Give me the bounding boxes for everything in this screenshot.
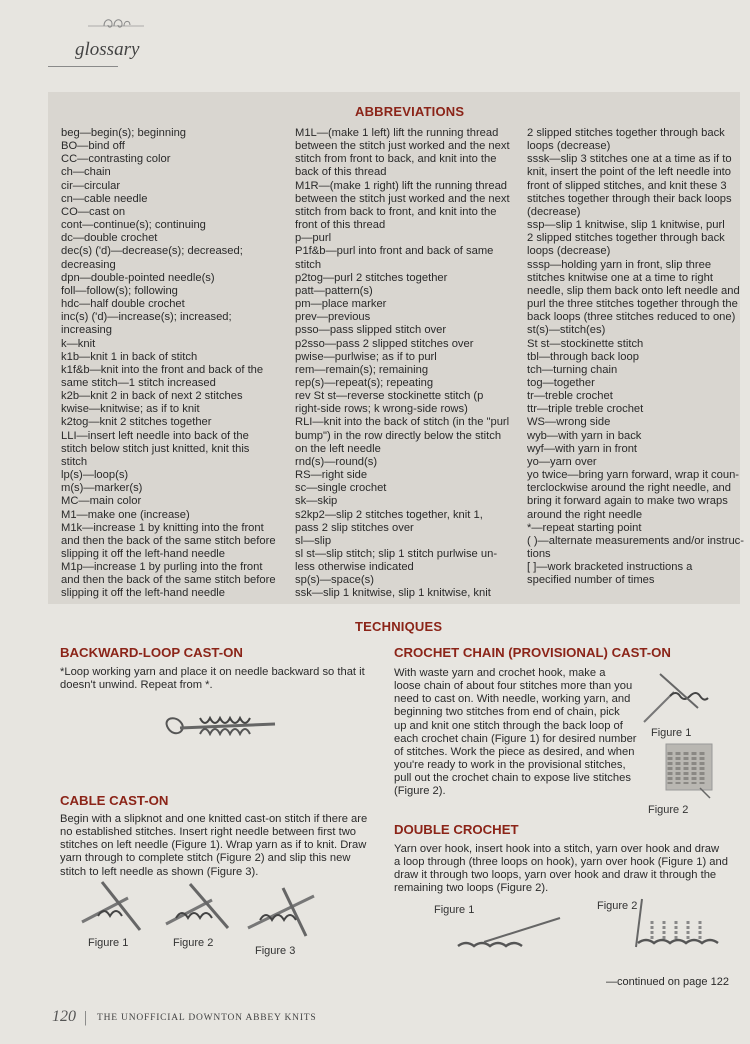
abbreviation-entry: LLI—insert left needle into back of the bbox=[61, 429, 249, 442]
abbreviation-entry: k1b—knit 1 in back of stitch bbox=[61, 350, 198, 363]
abbreviation-entry: stitch bbox=[61, 455, 88, 468]
abbreviation-entry: increasing bbox=[61, 324, 112, 337]
abbreviation-entry: ssp—slip 1 knitwise, slip 1 knitwise, purl bbox=[527, 219, 725, 232]
abbreviation-entry: 2 slipped stitches together through back bbox=[527, 127, 725, 139]
abbreviations-column-3 bbox=[527, 127, 742, 587]
abbreviation-entry: p—purl bbox=[295, 232, 332, 245]
double-crochet-text bbox=[394, 843, 728, 896]
abbreviation-entry: terclockwise around the right needle, and bbox=[527, 482, 731, 495]
abbreviations-heading: ABBREVIATIONS bbox=[355, 104, 465, 119]
abbreviation-entry: cir—circular bbox=[61, 179, 121, 192]
abbreviation-entry: prev—previous bbox=[295, 311, 371, 324]
double-figure-2-caption: Figure 2 bbox=[597, 900, 638, 912]
abbreviation-entry: loops (decrease) bbox=[527, 140, 611, 153]
text-line: Yarn over hook, insert hook into a stitch, yarn over hook and draw bbox=[394, 843, 720, 855]
crochet-chain-figure-2 bbox=[664, 742, 714, 800]
text-line: up and knit one stitch through the back loop of bbox=[394, 719, 623, 732]
abbreviation-entry: slipping it off the left-hand needle bbox=[61, 587, 225, 600]
abbreviation-entry: (decrease) bbox=[527, 205, 581, 218]
abbreviation-entry: front of this thread bbox=[295, 219, 386, 232]
text-line: With waste yarn and crochet hook, make a bbox=[394, 667, 606, 679]
abbreviation-entry: *—repeat starting point bbox=[527, 521, 642, 534]
double-crochet-figure-2 bbox=[628, 895, 728, 955]
text-line: stitch to left needle as shown (Figure 3). bbox=[60, 865, 259, 878]
abbreviation-entry: RS—right side bbox=[295, 469, 368, 482]
chain-figure-2-caption: Figure 2 bbox=[648, 804, 689, 816]
abbreviation-entry: kwise—knitwise; as if to knit bbox=[61, 403, 200, 416]
abbreviation-entry: same stitch—1 stitch increased bbox=[61, 376, 216, 389]
abbreviation-entry: needle, slip them back onto left needle and bbox=[527, 284, 740, 297]
header-rule bbox=[48, 66, 118, 67]
abbreviation-entry: WS—wrong side bbox=[527, 416, 611, 429]
abbreviation-entry: back loops (three stitches reduced to one) bbox=[527, 311, 736, 324]
abbreviation-entry: pwise—purlwise; as if to purl bbox=[295, 350, 437, 363]
ornament-flourish-icon bbox=[86, 14, 146, 34]
abbreviation-entry: pm—place marker bbox=[295, 298, 387, 311]
abbreviation-entry: ssk—slip 1 knitwise, slip 1 knitwise, knit bbox=[295, 587, 491, 600]
chain-figure-1-caption: Figure 1 bbox=[651, 727, 692, 739]
cable-cast-on-text bbox=[60, 813, 367, 879]
text-line: you're ready to work in the provisional stitches, bbox=[394, 759, 626, 772]
abbreviation-entry: wyf—with yarn in front bbox=[527, 442, 638, 455]
text-line: draw it through two loops, yarn over hook and draw it through the bbox=[394, 869, 717, 882]
abbreviation-entry: slipping it off the left-hand needle bbox=[61, 548, 225, 560]
abbreviation-entry: cont—continue(s); continuing bbox=[61, 219, 206, 232]
abbreviation-entry: bump") in the row directly below the stitch bbox=[295, 429, 502, 442]
abbreviation-entry: patt—pattern(s) bbox=[295, 284, 373, 297]
abbreviation-entry: dec(s) ('d)—decrease(s); decreased; bbox=[61, 245, 243, 258]
text-line: a loop through (three loops on hook), yarn over hook (Figure 1) and bbox=[394, 856, 728, 869]
abbreviations-column-2 bbox=[295, 127, 517, 601]
crochet-chain-figure-1 bbox=[640, 668, 712, 728]
text-line: remaining two loops (Figure 2). bbox=[394, 882, 549, 895]
abbreviation-entry: lp(s)—loop(s) bbox=[61, 469, 129, 482]
section-title: glossary bbox=[75, 39, 140, 60]
abbreviation-entry: sl—slip bbox=[295, 534, 332, 547]
text-line: Begin with a slipknot and one knitted cast-on stitch if there are bbox=[60, 813, 368, 825]
abbreviation-entry: loops (decrease) bbox=[527, 245, 611, 258]
abbreviation-entry: BO—bind off bbox=[61, 140, 125, 153]
abbreviation-entry: hdc—half double crochet bbox=[61, 298, 185, 311]
abbreviation-entry: and then the back of the same stitch before bbox=[61, 534, 276, 547]
abbreviation-entry: CO—cast on bbox=[61, 205, 126, 218]
abbreviation-entry: stitch from back to front, and knit into the bbox=[295, 205, 497, 218]
abbreviation-entry: tog—together bbox=[527, 376, 595, 389]
abbreviation-entry: right-side rows; k wrong-side rows) bbox=[295, 403, 468, 416]
abbreviation-entry: dpn—double-pointed needle(s) bbox=[61, 271, 215, 284]
abbreviation-entry: psso—pass slipped stitch over bbox=[295, 324, 447, 337]
abbreviation-entry: St st—stockinette stitch bbox=[527, 337, 644, 350]
text-line: of stitches. Work the piece as desired, and when bbox=[394, 745, 635, 758]
abbreviation-entry: sk—skip bbox=[295, 495, 338, 508]
abbreviation-entry: k—knit bbox=[61, 337, 96, 350]
abbreviation-entry: M1L—(make 1 left) lift the running thread bbox=[295, 127, 499, 139]
text-line: yarn through to complete stitch (Figure 2) and slip this new bbox=[60, 852, 351, 865]
abbreviation-entry: 2 slipped stitches together through back bbox=[527, 232, 725, 245]
cable-figure-1-caption: Figure 1 bbox=[88, 937, 129, 949]
abbreviation-entry: tions bbox=[527, 548, 551, 560]
abbreviation-entry: knit, insert the point of the left needle into bbox=[527, 166, 731, 179]
abbreviation-entry: inc(s) ('d)—increase(s); increased; bbox=[61, 311, 232, 324]
abbreviation-entry: k2tog—knit 2 stitches together bbox=[61, 416, 212, 429]
backward-loop-heading: BACKWARD-LOOP CAST-ON bbox=[60, 645, 243, 660]
abbreviation-entry: rep(s)—repeat(s); repeating bbox=[295, 376, 434, 389]
abbreviation-entry: sssk—slip 3 stitches one at a time as if to bbox=[527, 153, 732, 166]
abbreviation-entry: ch—chain bbox=[61, 166, 111, 179]
text-line: pull out the crochet chain to expose live stitches bbox=[394, 772, 631, 785]
backward-loop-text bbox=[60, 666, 365, 692]
text-line: doesn't unwind. Repeat from *. bbox=[60, 679, 213, 692]
abbreviations-column-1 bbox=[61, 127, 286, 601]
abbreviation-entry: stitches knitwise one at a time to right bbox=[527, 271, 713, 284]
abbreviation-entry: back of this thread bbox=[295, 166, 387, 179]
abbreviation-entry: purl the three stitches together through the bbox=[527, 298, 738, 311]
text-line: *Loop working yarn and place it on needle backward so that it bbox=[60, 666, 365, 678]
text-line: loose chain of about four stitches more than you bbox=[394, 680, 633, 693]
abbreviation-entry: rnd(s)—round(s) bbox=[295, 455, 378, 468]
abbreviation-entry: tr—treble crochet bbox=[527, 390, 613, 403]
abbreviation-entry: p2tog—purl 2 stitches together bbox=[295, 271, 448, 284]
abbreviation-entry: s2kp2—slip 2 stitches together, knit 1, bbox=[295, 508, 483, 521]
abbreviation-entry: around the right needle bbox=[527, 508, 643, 521]
double-crochet-heading: DOUBLE CROCHET bbox=[394, 822, 519, 837]
abbreviation-entry: stitch from front to back, and knit into the bbox=[295, 153, 497, 166]
abbreviation-entry: st(s)—stitch(es) bbox=[527, 324, 606, 337]
text-line: (Figure 2). bbox=[394, 785, 446, 798]
abbreviation-entry: pass 2 slip stitches over bbox=[295, 521, 414, 534]
text-line: need to cast on. With needle, working yarn, and bbox=[394, 693, 631, 706]
crochet-chain-heading: CROCHET CHAIN (PROVISIONAL) CAST-ON bbox=[394, 645, 671, 660]
abbreviation-entry: sl st—slip stitch; slip 1 stitch purlwise un- bbox=[295, 548, 498, 560]
text-line: beginning two stitches from end of chain, pick bbox=[394, 706, 620, 719]
abbreviation-entry: ( )—alternate measurements and/or instruc- bbox=[527, 534, 744, 547]
abbreviation-entry: rem—remain(s); remaining bbox=[295, 363, 429, 376]
abbreviation-entry: decreasing bbox=[61, 258, 116, 271]
abbreviation-entry: M1—make one (increase) bbox=[61, 508, 190, 521]
abbreviation-entry: ttr—triple treble crochet bbox=[527, 403, 644, 416]
abbreviation-entry: m(s)—marker(s) bbox=[61, 482, 143, 495]
abbreviation-entry: sc—single crochet bbox=[295, 482, 387, 495]
abbreviation-entry: k1f&b—knit into the front and back of the bbox=[61, 363, 264, 376]
abbreviation-entry: less otherwise indicated bbox=[295, 561, 414, 574]
abbreviation-entry: stitch below stitch just knitted, knit this bbox=[61, 442, 250, 455]
cable-figure-3-caption: Figure 3 bbox=[255, 945, 296, 957]
abbreviation-entry: k2b—knit 2 in back of next 2 stitches bbox=[61, 390, 243, 403]
text-line: no established stitches. Insert right needle between first two bbox=[60, 826, 357, 839]
abbreviation-entry: bring it forward again to make two wraps bbox=[527, 495, 728, 508]
abbreviation-entry: [ ]—work bracketed instructions a bbox=[527, 561, 693, 574]
abbreviation-entry: p2sso—pass 2 slipped stitches over bbox=[295, 337, 474, 350]
abbreviation-entry: P1f&b—purl into front and back of same bbox=[295, 245, 494, 258]
abbreviation-entry: sssp—holding yarn in front, slip three bbox=[527, 258, 712, 271]
abbreviation-entry: stitch bbox=[295, 258, 322, 271]
text-line: each crochet chain (Figure 1) for desired number bbox=[394, 732, 637, 745]
abbreviation-entry: on the left needle bbox=[295, 442, 381, 455]
abbreviation-entry: dc—double crochet bbox=[61, 232, 158, 245]
abbreviation-entry: cn—cable needle bbox=[61, 192, 148, 205]
backward-loop-figure bbox=[160, 706, 280, 756]
book-title: THE UNOFFICIAL DOWNTON ABBEY KNITS bbox=[97, 1013, 317, 1023]
double-crochet-figure-1 bbox=[454, 912, 564, 952]
cable-figure-2-caption: Figure 2 bbox=[173, 937, 214, 949]
cable-cast-on-figures bbox=[78, 878, 318, 944]
abbreviation-entry: yo twice—bring yarn forward, wrap it coun- bbox=[527, 469, 740, 482]
abbreviation-entry: yo—yarn over bbox=[527, 455, 597, 468]
double-figure-1-caption: Figure 1 bbox=[434, 904, 475, 916]
abbreviation-entry: between the stitch just worked and the next bbox=[295, 192, 510, 205]
footer-separator: | bbox=[84, 1009, 88, 1026]
abbreviation-entry: MC—main color bbox=[61, 495, 142, 508]
cable-cast-on-heading: CABLE CAST-ON bbox=[60, 793, 169, 808]
abbreviation-entry: rev St st—reverse stockinette stitch (p bbox=[295, 390, 484, 403]
abbreviation-entry: RLI—knit into the back of stitch (in the "purl bbox=[295, 416, 510, 429]
techniques-heading: TECHNIQUES bbox=[355, 619, 443, 634]
abbreviation-entry: tch—turning chain bbox=[527, 363, 618, 376]
abbreviation-entry: beg—begin(s); beginning bbox=[61, 127, 187, 139]
crochet-chain-text bbox=[394, 667, 637, 799]
text-line: stitches on left needle (Figure 1). Wrap yarn as if to knit. Draw bbox=[60, 839, 367, 852]
abbreviation-entry: foll—follow(s); following bbox=[61, 284, 178, 297]
abbreviation-entry: sp(s)—space(s) bbox=[295, 574, 374, 587]
abbreviation-entry: M1p—increase 1 by purling into the front bbox=[61, 561, 263, 574]
abbreviation-entry: tbl—through back loop bbox=[527, 350, 639, 363]
abbreviation-entry: wyb—with yarn in back bbox=[527, 429, 642, 442]
continued-note: —continued on page 122 bbox=[606, 976, 729, 988]
abbreviation-entry: between the stitch just worked and the next bbox=[295, 140, 510, 153]
abbreviation-entry: stitches together through their back loops bbox=[527, 192, 732, 205]
page-number: 120 bbox=[52, 1008, 76, 1025]
abbreviation-entry: M1k—increase 1 by knitting into the front bbox=[61, 521, 264, 534]
abbreviation-entry: M1R—(make 1 right) lift the running thread bbox=[295, 179, 508, 192]
abbreviation-entry: specified number of times bbox=[527, 574, 655, 587]
abbreviation-entry: CC—contrasting color bbox=[61, 153, 171, 166]
abbreviation-entry: front of slipped stitches, and knit these 3 bbox=[527, 179, 727, 192]
abbreviation-entry: and then the back of the same stitch before bbox=[61, 574, 276, 587]
